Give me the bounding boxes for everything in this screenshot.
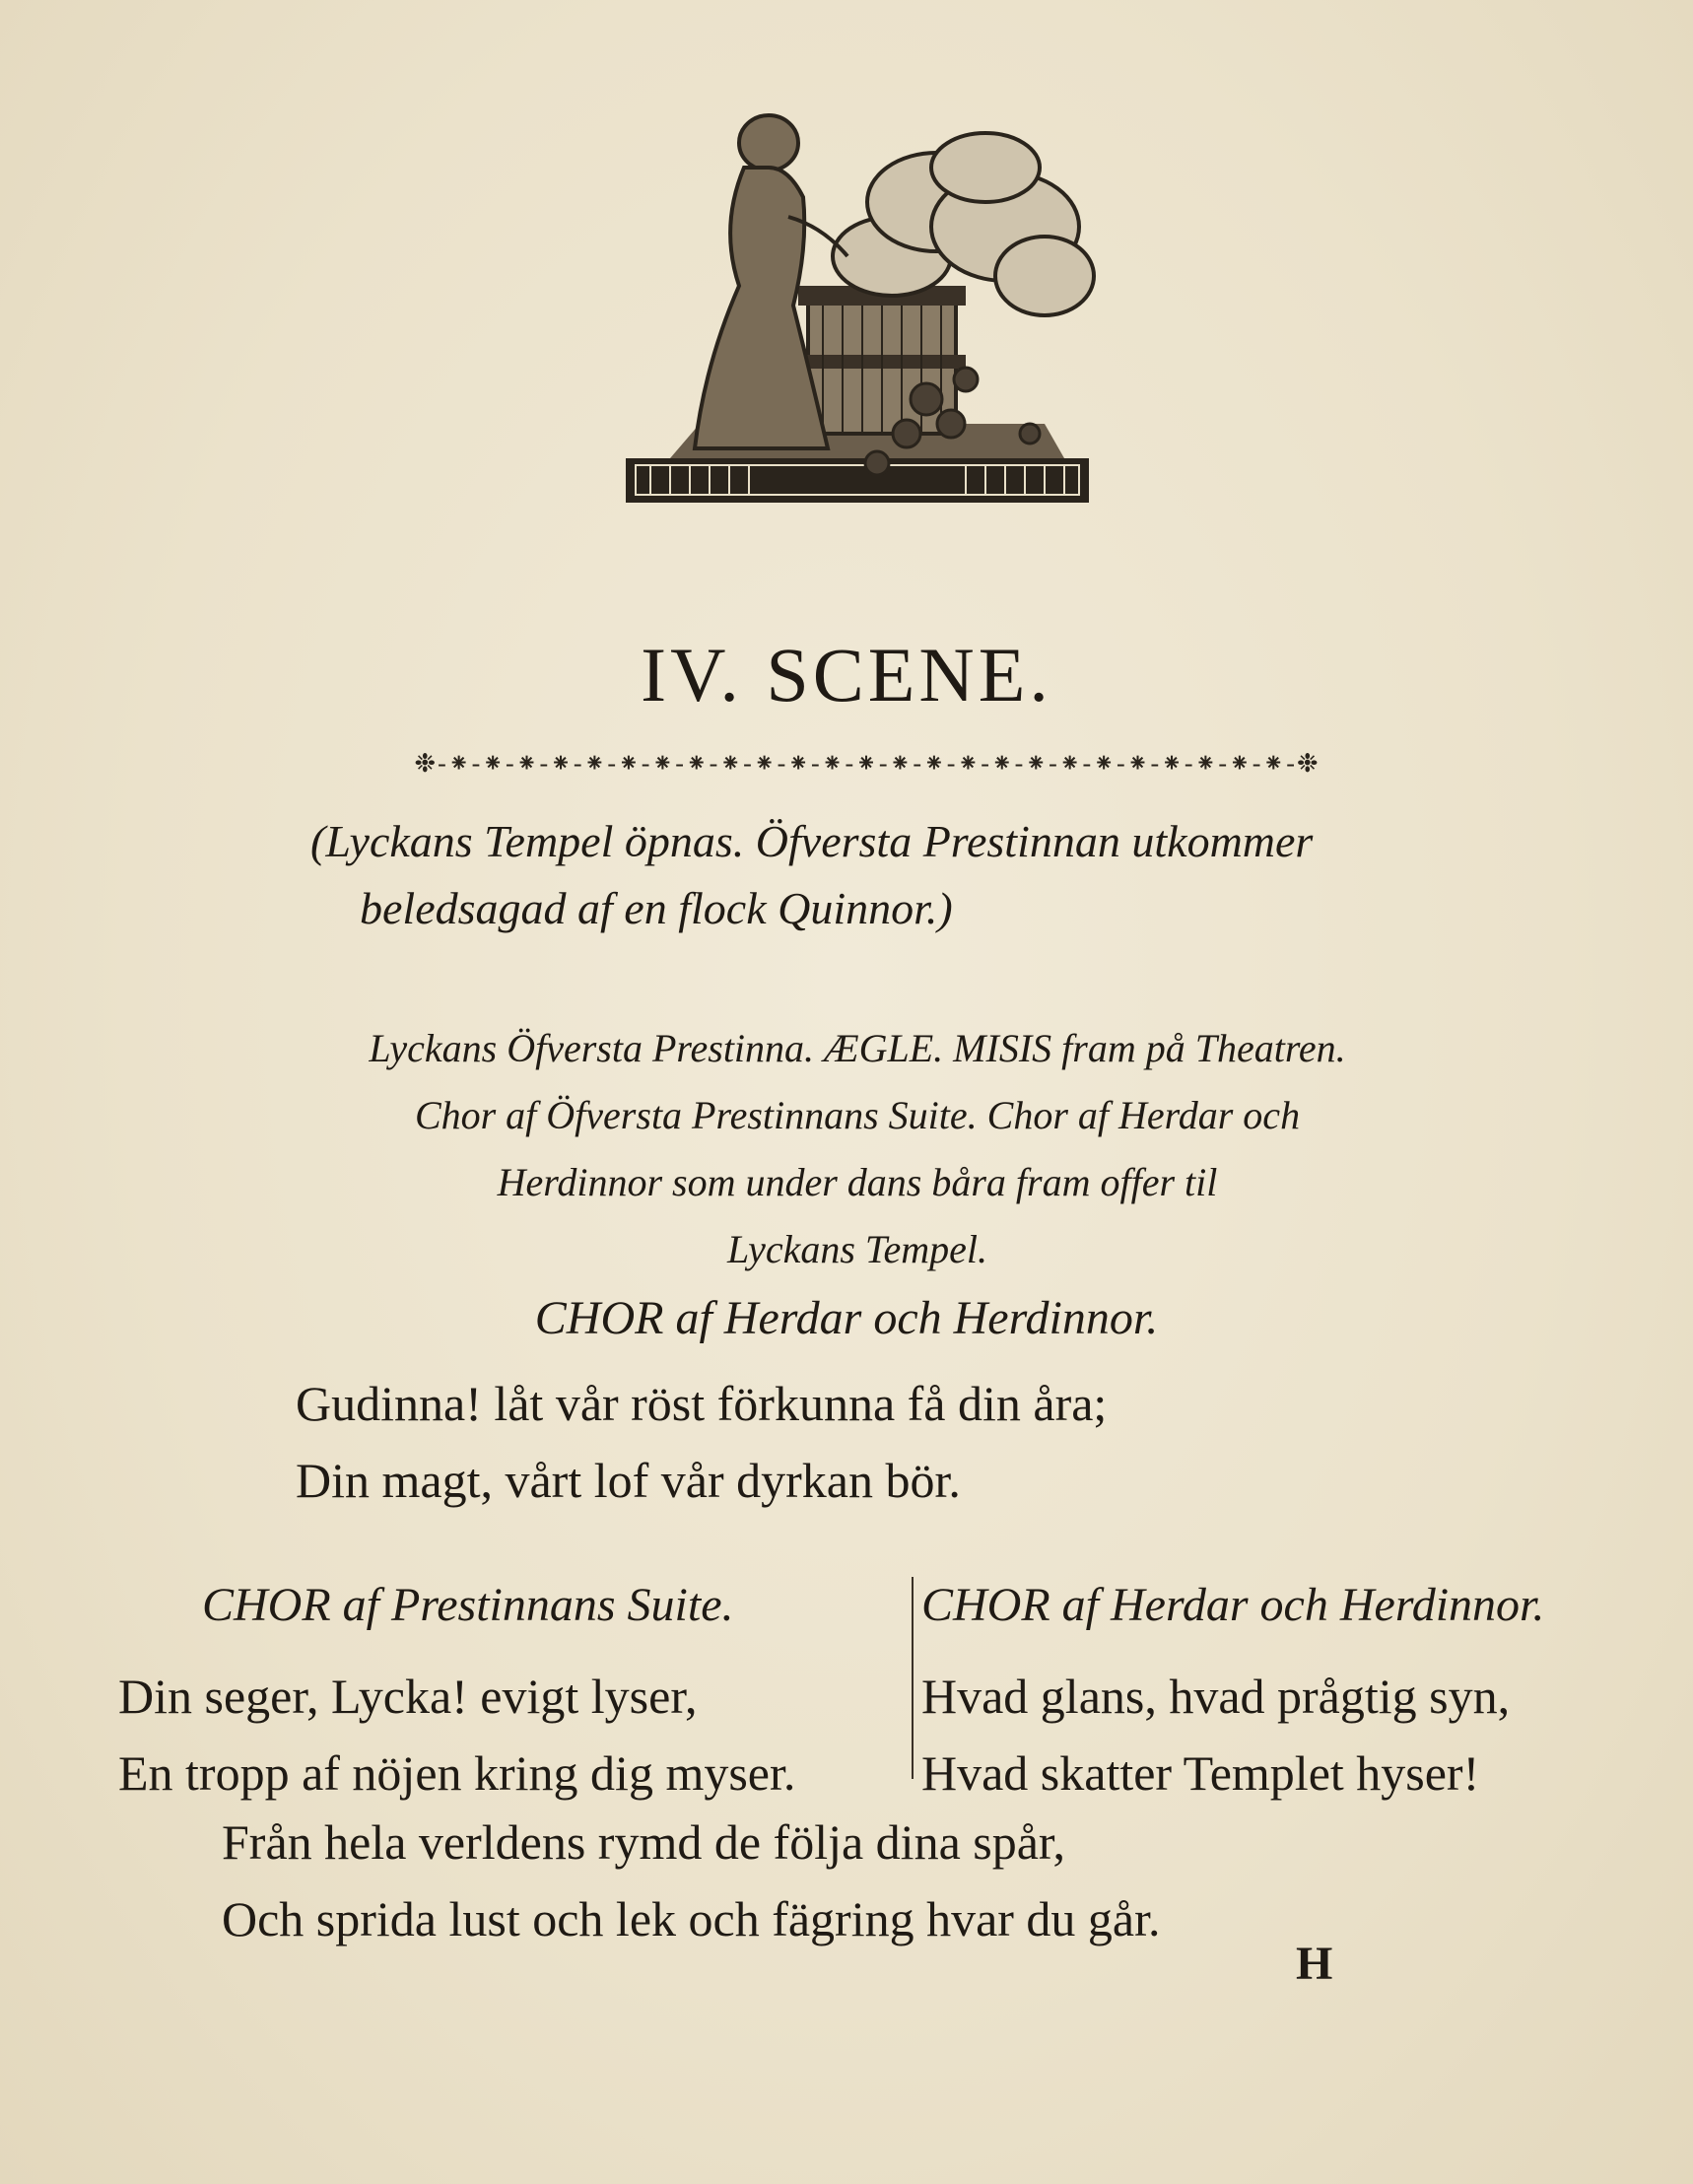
cast-list [187, 1015, 1527, 1283]
verse-line: En tropp af nöjen kring dig myser. [118, 1745, 796, 1801]
verse-line: Gudinna! låt vår röst förkunna få din åra; [296, 1376, 1108, 1431]
column-divider [912, 1577, 914, 1779]
stage-direction [310, 808, 1313, 942]
right-chorus-column [921, 1567, 1611, 1811]
catchword: H [1296, 1938, 1333, 1990]
cast-line: Lyckans Tempel. [727, 1227, 987, 1271]
woman-at-smoking-altar-engraving-icon [611, 108, 1123, 532]
ornament-rule-top: ❉-⁕-⁕-⁕-⁕-⁕-⁕-⁕-⁕-⁕-⁕-⁕-⁕-⁕-⁕-⁕-⁕-⁕-⁕-⁕-⁕-⁕-⁕-⁕-⁕-⁕-❉ [414, 749, 1321, 778]
ornament-rule-bottom: ❃꙰❃꙰❃꙰❃꙰❃꙰❃꙰❃꙰❃꙰❃꙰❃꙰❃꙰❃꙰❃꙰❃꙰❃꙰❃꙰❃꙰❃꙰❃꙰❃꙰❃꙰❃꙰❃꙰❃꙰❃꙰❃꙰❃ [366, 951, 1369, 977]
right-chorus-heading: CHOR af Herdar och Herdinnor. [921, 1579, 1545, 1631]
verse-line: Din seger, Lycka! evigt lyser, [118, 1669, 698, 1724]
verse-line: Och sprida lust och lek och fägring hvar du går. [222, 1891, 1161, 1946]
verse-line: Hvad glans, hvad prågtig syn, [921, 1669, 1511, 1724]
chorus-heading: CHOR af Herdar och Herdinnor. [534, 1292, 1159, 1344]
verse-line: Från hela verldens rymd de följa dina spår, [222, 1814, 1066, 1870]
closing-verse [222, 1804, 1161, 1957]
cast-line: Lyckans Öfversta Prestinna. ÆGLE. MISIS fram på Theatren. [369, 1026, 1346, 1070]
cast-line: Chor af Öfversta Prestinnans Suite. Chor af Herdar och [414, 1093, 1301, 1137]
left-chorus-heading: CHOR af Prestinnans Suite. [202, 1579, 734, 1631]
left-chorus-column [118, 1567, 907, 1811]
chorus-verse [296, 1365, 1107, 1519]
stage-direction-line: beledsagad af en flock Quinnor.) [360, 883, 953, 933]
stage-direction-line: (Lyckans Tempel öpnas. Öfversta Prestinnan utkommer [310, 816, 1314, 866]
cast-line: Herdinnor som under dans båra fram offer til [497, 1160, 1218, 1204]
verse-line: Hvad skatter Templet hyser! [921, 1745, 1480, 1801]
verse-line: Din magt, vårt lof vår dyrkan bör. [296, 1453, 961, 1508]
scene-title: IV. SCENE. [641, 632, 1052, 717]
